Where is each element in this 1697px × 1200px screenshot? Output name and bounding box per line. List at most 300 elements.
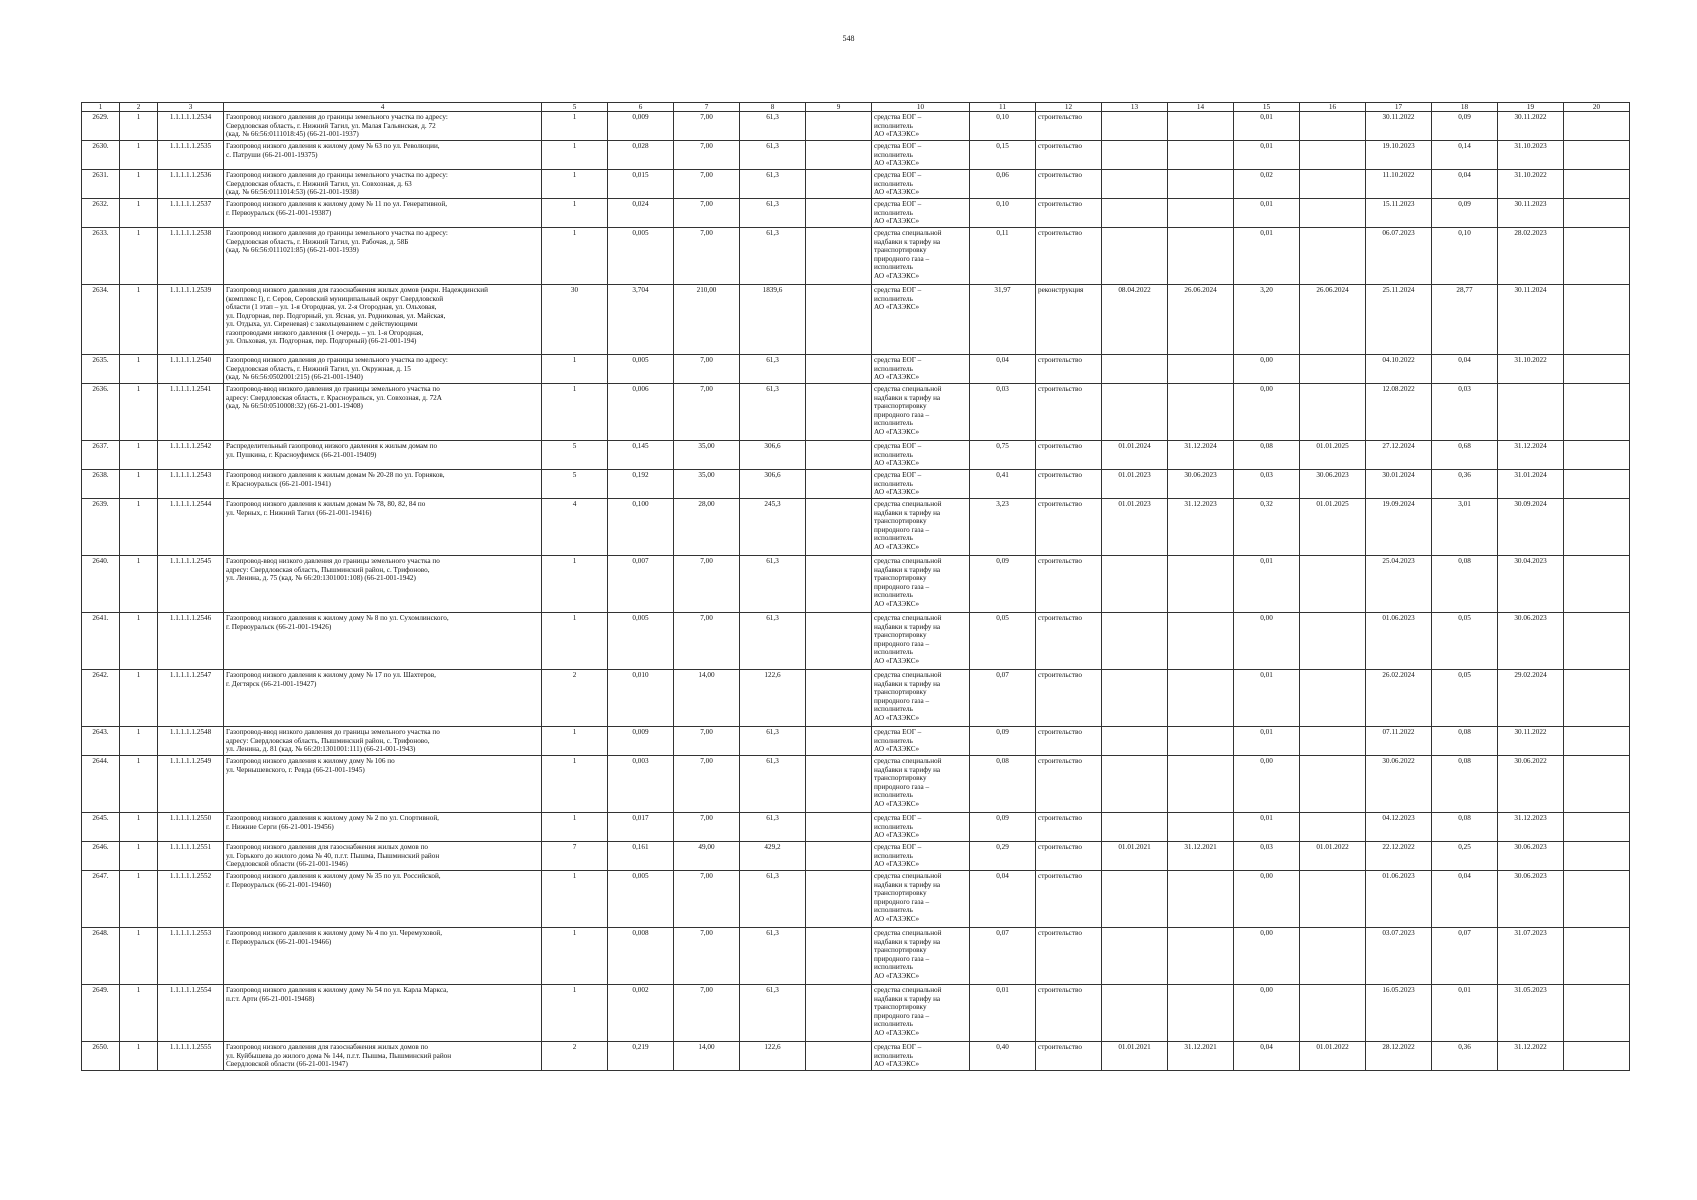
column-5: 1 bbox=[542, 112, 608, 141]
column-9 bbox=[806, 670, 872, 727]
column-2: 1 bbox=[120, 928, 158, 985]
start-date bbox=[1102, 813, 1168, 842]
commission-date: 06.07.2023 bbox=[1366, 228, 1432, 285]
completion-date: 29.02.2024 bbox=[1498, 670, 1564, 727]
column-20 bbox=[1564, 842, 1630, 871]
row-number: 2637. bbox=[82, 441, 120, 470]
commission-date: 16.05.2023 bbox=[1366, 985, 1432, 1042]
object-code: 1.1.1.1.1.2534 bbox=[158, 112, 224, 141]
column-16 bbox=[1300, 756, 1366, 813]
column-5: 30 bbox=[542, 285, 608, 355]
financing-source: средства ЕОГ – исполнитель АО «ГАЗЭКС» bbox=[872, 199, 970, 228]
column-20 bbox=[1564, 285, 1630, 355]
column-15: 0,03 bbox=[1234, 470, 1300, 499]
row-number: 2650. bbox=[82, 1042, 120, 1071]
column-5: 1 bbox=[542, 355, 608, 384]
column-2: 1 bbox=[120, 441, 158, 470]
column-11: 0,07 bbox=[970, 928, 1036, 985]
object-description: Газопровод низкого давления до границы земельного участка по адресу: Свердловская область, г. Нижний Тагил, ул. Рабочая, д. 58Б (кад. № 66:56:0111021:85) (66-21-001-1939) bbox=[224, 228, 542, 285]
object-code: 1.1.1.1.1.2553 bbox=[158, 928, 224, 985]
end-date bbox=[1168, 871, 1234, 928]
column-2: 1 bbox=[120, 141, 158, 170]
column-15: 0,00 bbox=[1234, 985, 1300, 1042]
column-7: 28,00 bbox=[674, 499, 740, 556]
commission-date: 25.11.2024 bbox=[1366, 285, 1432, 355]
completion-date: 31.07.2023 bbox=[1498, 928, 1564, 985]
table-row bbox=[82, 928, 1630, 985]
column-2: 1 bbox=[120, 228, 158, 285]
column-number-11: 11 bbox=[970, 103, 1036, 112]
column-20 bbox=[1564, 756, 1630, 813]
row-number: 2641. bbox=[82, 613, 120, 670]
column-11: 0,29 bbox=[970, 842, 1036, 871]
start-date bbox=[1102, 355, 1168, 384]
column-11: 0,04 bbox=[970, 871, 1036, 928]
column-5: 7 bbox=[542, 842, 608, 871]
object-code: 1.1.1.1.1.2544 bbox=[158, 499, 224, 556]
column-9 bbox=[806, 170, 872, 199]
end-date bbox=[1168, 199, 1234, 228]
financing-source: средства специальной надбавки к тарифу на транспортировку природного газа – исполнитель АО «ГАЗЭКС» bbox=[872, 384, 970, 441]
column-2: 1 bbox=[120, 871, 158, 928]
column-18: 0,10 bbox=[1432, 228, 1498, 285]
column-7: 35,00 bbox=[674, 470, 740, 499]
financing-source: средства специальной надбавки к тарифу на транспортировку природного газа – исполнитель АО «ГАЗЭКС» bbox=[872, 228, 970, 285]
column-15: 0,00 bbox=[1234, 928, 1300, 985]
commission-date: 30.06.2022 bbox=[1366, 756, 1432, 813]
column-7: 7,00 bbox=[674, 727, 740, 756]
start-date bbox=[1102, 384, 1168, 441]
table-row bbox=[82, 727, 1630, 756]
column-5: 5 bbox=[542, 470, 608, 499]
column-9 bbox=[806, 355, 872, 384]
column-20 bbox=[1564, 670, 1630, 727]
object-code: 1.1.1.1.1.2554 bbox=[158, 985, 224, 1042]
column-2: 1 bbox=[120, 170, 158, 199]
column-2: 1 bbox=[120, 499, 158, 556]
column-number-15: 15 bbox=[1234, 103, 1300, 112]
work-type: строительство bbox=[1036, 441, 1102, 470]
table-row bbox=[82, 556, 1630, 613]
column-15: 0,01 bbox=[1234, 670, 1300, 727]
column-11: 0,40 bbox=[970, 1042, 1036, 1071]
column-number-2: 2 bbox=[120, 103, 158, 112]
column-9 bbox=[806, 727, 872, 756]
column-2: 1 bbox=[120, 670, 158, 727]
column-16 bbox=[1300, 813, 1366, 842]
column-15: 0,01 bbox=[1234, 556, 1300, 613]
column-6: 0,010 bbox=[608, 670, 674, 727]
column-7: 7,00 bbox=[674, 170, 740, 199]
column-7: 210,00 bbox=[674, 285, 740, 355]
column-18: 3,01 bbox=[1432, 499, 1498, 556]
table-row bbox=[82, 285, 1630, 355]
commission-date: 01.06.2023 bbox=[1366, 871, 1432, 928]
column-9 bbox=[806, 556, 872, 613]
column-number-7: 7 bbox=[674, 103, 740, 112]
row-number: 2639. bbox=[82, 499, 120, 556]
column-8: 61,3 bbox=[740, 727, 806, 756]
end-date bbox=[1168, 556, 1234, 613]
completion-date: 31.12.2023 bbox=[1498, 813, 1564, 842]
column-6: 0,100 bbox=[608, 499, 674, 556]
column-7: 14,00 bbox=[674, 1042, 740, 1071]
completion-date: 30.06.2023 bbox=[1498, 842, 1564, 871]
object-description: Газопровод низкого давления к жилому дому № 8 по ул. Сухомлинского, г. Первоуральск (66-21-001-19426) bbox=[224, 613, 542, 670]
column-5: 2 bbox=[542, 1042, 608, 1071]
start-date: 01.01.2023 bbox=[1102, 499, 1168, 556]
object-description: Газопровод низкого давления к жилым домам № 20-28 по ул. Горняков, г. Красноуральск (66-21-001-1941) bbox=[224, 470, 542, 499]
table-row bbox=[82, 756, 1630, 813]
start-date bbox=[1102, 756, 1168, 813]
column-20 bbox=[1564, 985, 1630, 1042]
column-15: 0,04 bbox=[1234, 1042, 1300, 1071]
table-row bbox=[82, 842, 1630, 871]
column-number-16: 16 bbox=[1300, 103, 1366, 112]
column-16 bbox=[1300, 170, 1366, 199]
column-15: 0,01 bbox=[1234, 228, 1300, 285]
start-date: 08.04.2022 bbox=[1102, 285, 1168, 355]
column-8: 306,6 bbox=[740, 441, 806, 470]
column-6: 0,005 bbox=[608, 871, 674, 928]
column-18: 0,01 bbox=[1432, 985, 1498, 1042]
column-20 bbox=[1564, 499, 1630, 556]
column-6: 0,219 bbox=[608, 1042, 674, 1071]
work-type: строительство bbox=[1036, 871, 1102, 928]
column-2: 1 bbox=[120, 384, 158, 441]
financing-source: средства ЕОГ – исполнитель АО «ГАЗЭКС» bbox=[872, 170, 970, 199]
column-7: 7,00 bbox=[674, 384, 740, 441]
end-date bbox=[1168, 384, 1234, 441]
end-date: 30.06.2023 bbox=[1168, 470, 1234, 499]
column-7: 7,00 bbox=[674, 141, 740, 170]
column-9 bbox=[806, 112, 872, 141]
work-type: строительство bbox=[1036, 384, 1102, 441]
column-20 bbox=[1564, 470, 1630, 499]
table-row bbox=[82, 871, 1630, 928]
column-15: 0,03 bbox=[1234, 842, 1300, 871]
column-20 bbox=[1564, 613, 1630, 670]
column-6: 0,008 bbox=[608, 928, 674, 985]
column-11: 0,09 bbox=[970, 556, 1036, 613]
column-9 bbox=[806, 470, 872, 499]
column-20 bbox=[1564, 199, 1630, 228]
column-9 bbox=[806, 441, 872, 470]
row-number: 2642. bbox=[82, 670, 120, 727]
column-18: 0,08 bbox=[1432, 813, 1498, 842]
completion-date: 31.10.2022 bbox=[1498, 355, 1564, 384]
column-number-5: 5 bbox=[542, 103, 608, 112]
object-description: Газопровод низкого давления к жилым домам № 78, 80, 82, 84 по ул. Черных, г. Нижний Тагил (66-21-001-19416) bbox=[224, 499, 542, 556]
column-15: 0,00 bbox=[1234, 756, 1300, 813]
object-code: 1.1.1.1.1.2555 bbox=[158, 1042, 224, 1071]
column-11: 0,10 bbox=[970, 112, 1036, 141]
financing-source: средства специальной надбавки к тарифу на транспортировку природного газа – исполнитель АО «ГАЗЭКС» bbox=[872, 670, 970, 727]
column-5: 5 bbox=[542, 441, 608, 470]
row-number: 2640. bbox=[82, 556, 120, 613]
column-6: 0,005 bbox=[608, 228, 674, 285]
start-date bbox=[1102, 670, 1168, 727]
completion-date: 30.11.2022 bbox=[1498, 727, 1564, 756]
row-number: 2631. bbox=[82, 170, 120, 199]
column-11: 0,08 bbox=[970, 756, 1036, 813]
table-row bbox=[82, 228, 1630, 285]
object-description: Газопровод низкого давления к жилому дому № 54 по ул. Карла Маркса, п.г.т. Арти (66-21-001-19468) bbox=[224, 985, 542, 1042]
column-9 bbox=[806, 1042, 872, 1071]
row-number: 2635. bbox=[82, 355, 120, 384]
financing-source: средства специальной надбавки к тарифу на транспортировку природного газа – исполнитель АО «ГАЗЭКС» bbox=[872, 556, 970, 613]
column-9 bbox=[806, 384, 872, 441]
column-16: 30.06.2023 bbox=[1300, 470, 1366, 499]
end-date bbox=[1168, 670, 1234, 727]
table-row bbox=[82, 1042, 1630, 1071]
object-code: 1.1.1.1.1.2543 bbox=[158, 470, 224, 499]
column-6: 0,015 bbox=[608, 170, 674, 199]
object-description: Газопровод низкого давления к жилому дому № 11 по ул. Генеративной, г. Первоуральск (66-21-001-19387) bbox=[224, 199, 542, 228]
object-code: 1.1.1.1.1.2536 bbox=[158, 170, 224, 199]
column-11: 0,04 bbox=[970, 355, 1036, 384]
financing-source: средства ЕОГ – исполнитель АО «ГАЗЭКС» bbox=[872, 1042, 970, 1071]
commission-date: 22.12.2022 bbox=[1366, 842, 1432, 871]
column-number-3: 3 bbox=[158, 103, 224, 112]
object-code: 1.1.1.1.1.2549 bbox=[158, 756, 224, 813]
column-2: 1 bbox=[120, 985, 158, 1042]
column-8: 245,3 bbox=[740, 499, 806, 556]
column-18: 0,04 bbox=[1432, 355, 1498, 384]
financing-source: средства специальной надбавки к тарифу на транспортировку природного газа – исполнитель АО «ГАЗЭКС» bbox=[872, 985, 970, 1042]
object-code: 1.1.1.1.1.2539 bbox=[158, 285, 224, 355]
column-9 bbox=[806, 141, 872, 170]
object-description: Газопровод низкого давления к жилому дому № 63 по ул. Революции, с. Патруши (66-21-001-19375) bbox=[224, 141, 542, 170]
column-18: 0,14 bbox=[1432, 141, 1498, 170]
commission-date: 01.06.2023 bbox=[1366, 613, 1432, 670]
column-9 bbox=[806, 871, 872, 928]
object-code: 1.1.1.1.1.2550 bbox=[158, 813, 224, 842]
commission-date: 30.11.2022 bbox=[1366, 112, 1432, 141]
end-date: 31.12.2023 bbox=[1168, 499, 1234, 556]
table-row bbox=[82, 141, 1630, 170]
column-8: 429,2 bbox=[740, 842, 806, 871]
financing-source: средства ЕОГ – исполнитель АО «ГАЗЭКС» bbox=[872, 842, 970, 871]
object-code: 1.1.1.1.1.2548 bbox=[158, 727, 224, 756]
column-11: 0,41 bbox=[970, 470, 1036, 499]
commission-date: 15.11.2023 bbox=[1366, 199, 1432, 228]
start-date bbox=[1102, 112, 1168, 141]
completion-date: 31.10.2023 bbox=[1498, 141, 1564, 170]
column-18: 0,09 bbox=[1432, 199, 1498, 228]
start-date bbox=[1102, 228, 1168, 285]
work-type: строительство bbox=[1036, 499, 1102, 556]
start-date: 01.01.2023 bbox=[1102, 470, 1168, 499]
column-20 bbox=[1564, 556, 1630, 613]
column-16: 01.01.2022 bbox=[1300, 1042, 1366, 1071]
column-18: 0,25 bbox=[1432, 842, 1498, 871]
column-6: 0,161 bbox=[608, 842, 674, 871]
start-date bbox=[1102, 556, 1168, 613]
work-type: строительство bbox=[1036, 470, 1102, 499]
column-2: 1 bbox=[120, 756, 158, 813]
column-5: 1 bbox=[542, 384, 608, 441]
commission-date: 30.01.2024 bbox=[1366, 470, 1432, 499]
object-code: 1.1.1.1.1.2541 bbox=[158, 384, 224, 441]
object-description: Газопровод низкого давления к жилому дому № 2 по ул. Спортивной, г. Нижние Серги (66-21-001-19456) bbox=[224, 813, 542, 842]
column-6: 0,028 bbox=[608, 141, 674, 170]
table-row bbox=[82, 985, 1630, 1042]
column-6: 0,006 bbox=[608, 384, 674, 441]
column-6: 0,017 bbox=[608, 813, 674, 842]
column-7: 35,00 bbox=[674, 441, 740, 470]
column-18: 0,08 bbox=[1432, 727, 1498, 756]
column-6: 0,005 bbox=[608, 355, 674, 384]
object-description: Газопровод низкого давления до границы земельного участка по адресу: Свердловская область, г. Нижний Тагил, ул. Совхозная, д. 63 (кад. № 66:56:0111014:53) (66-21-001-1938) bbox=[224, 170, 542, 199]
start-date bbox=[1102, 727, 1168, 756]
column-18: 0,04 bbox=[1432, 170, 1498, 199]
column-16 bbox=[1300, 112, 1366, 141]
column-11: 0,75 bbox=[970, 441, 1036, 470]
column-7: 7,00 bbox=[674, 985, 740, 1042]
column-number-4: 4 bbox=[224, 103, 542, 112]
column-16: 01.01.2025 bbox=[1300, 499, 1366, 556]
column-number-6: 6 bbox=[608, 103, 674, 112]
financing-source: средства ЕОГ – исполнитель АО «ГАЗЭКС» bbox=[872, 141, 970, 170]
financing-source: средства ЕОГ – исполнитель АО «ГАЗЭКС» bbox=[872, 727, 970, 756]
start-date bbox=[1102, 928, 1168, 985]
column-5: 1 bbox=[542, 813, 608, 842]
table-row bbox=[82, 170, 1630, 199]
completion-date: 28.02.2023 bbox=[1498, 228, 1564, 285]
object-code: 1.1.1.1.1.2546 bbox=[158, 613, 224, 670]
completion-date: 31.05.2023 bbox=[1498, 985, 1564, 1042]
end-date: 26.06.2024 bbox=[1168, 285, 1234, 355]
column-9 bbox=[806, 285, 872, 355]
column-18: 0,08 bbox=[1432, 556, 1498, 613]
column-18: 0,03 bbox=[1432, 384, 1498, 441]
column-number-17: 17 bbox=[1366, 103, 1432, 112]
column-15: 0,01 bbox=[1234, 112, 1300, 141]
column-9 bbox=[806, 228, 872, 285]
column-20 bbox=[1564, 384, 1630, 441]
column-9 bbox=[806, 813, 872, 842]
financing-source: средства специальной надбавки к тарифу на транспортировку природного газа – исполнитель АО «ГАЗЭКС» bbox=[872, 928, 970, 985]
object-code: 1.1.1.1.1.2542 bbox=[158, 441, 224, 470]
column-6: 0,007 bbox=[608, 556, 674, 613]
column-number-19: 19 bbox=[1498, 103, 1564, 112]
row-number: 2649. bbox=[82, 985, 120, 1042]
column-2: 1 bbox=[120, 285, 158, 355]
column-7: 7,00 bbox=[674, 813, 740, 842]
column-16 bbox=[1300, 141, 1366, 170]
column-number-12: 12 bbox=[1036, 103, 1102, 112]
column-8: 61,3 bbox=[740, 170, 806, 199]
column-number-14: 14 bbox=[1168, 103, 1234, 112]
completion-date: 30.04.2023 bbox=[1498, 556, 1564, 613]
column-20 bbox=[1564, 441, 1630, 470]
object-code: 1.1.1.1.1.2547 bbox=[158, 670, 224, 727]
column-18: 0,36 bbox=[1432, 1042, 1498, 1071]
column-8: 61,3 bbox=[740, 613, 806, 670]
column-16 bbox=[1300, 355, 1366, 384]
work-type: строительство bbox=[1036, 985, 1102, 1042]
object-code: 1.1.1.1.1.2540 bbox=[158, 355, 224, 384]
column-16 bbox=[1300, 199, 1366, 228]
column-15: 0,00 bbox=[1234, 355, 1300, 384]
end-date bbox=[1168, 170, 1234, 199]
column-20 bbox=[1564, 928, 1630, 985]
completion-date: 31.12.2024 bbox=[1498, 441, 1564, 470]
completion-date bbox=[1498, 384, 1564, 441]
table-row bbox=[82, 199, 1630, 228]
column-18: 0,04 bbox=[1432, 871, 1498, 928]
column-16 bbox=[1300, 613, 1366, 670]
column-18: 0,08 bbox=[1432, 756, 1498, 813]
column-20 bbox=[1564, 1042, 1630, 1071]
commission-date: 04.12.2023 bbox=[1366, 813, 1432, 842]
column-number-1: 1 bbox=[82, 103, 120, 112]
object-description: Газопровод-ввод низкого давления до границы земельного участка по адресу: Свердловская область, г. Красноуральск, ул. Совхозная, д. 72А (кад. № 66:50:0510008:32) (66-21-001-19408) bbox=[224, 384, 542, 441]
object-description: Распределительный газопровод низкого давления к жилым домам по ул. Пушкина, г. Красноуфимск (66-21-001-19409) bbox=[224, 441, 542, 470]
object-description: Газопровод низкого давления для газоснабжения жилых домов (мкрн. Надеждинский (комплекс I), г. Серов, Серовский муниципальный округ Свердловской области (1 этап – ул. 1-я Огородная, ул. 2-я Огородная, ул. Ольховая, ул. Подгорная, пер. Подгорный, ул. Ясная, ул. Родниковая, ул. Майская, ул. Отдыха, ул. Сиреневая) с закольцеванием с действующими газопроводами низкого давления (1 очередь – ул. 1-я Огородная, ул. Ольховая, ул. Подгорная, пер. Подгорный) (66-21-001-194) bbox=[224, 285, 542, 355]
table-row bbox=[82, 613, 1630, 670]
column-7: 7,00 bbox=[674, 199, 740, 228]
column-2: 1 bbox=[120, 556, 158, 613]
end-date bbox=[1168, 985, 1234, 1042]
start-date bbox=[1102, 141, 1168, 170]
column-8: 61,3 bbox=[740, 813, 806, 842]
work-type: реконструкция bbox=[1036, 285, 1102, 355]
work-type: строительство bbox=[1036, 556, 1102, 613]
end-date bbox=[1168, 813, 1234, 842]
column-2: 1 bbox=[120, 1042, 158, 1071]
column-7: 7,00 bbox=[674, 355, 740, 384]
column-7: 7,00 bbox=[674, 871, 740, 928]
column-15: 0,01 bbox=[1234, 727, 1300, 756]
commission-date: 03.07.2023 bbox=[1366, 928, 1432, 985]
completion-date: 31.12.2022 bbox=[1498, 1042, 1564, 1071]
column-16 bbox=[1300, 556, 1366, 613]
end-date: 31.12.2024 bbox=[1168, 441, 1234, 470]
column-11: 0,10 bbox=[970, 199, 1036, 228]
financing-source: средства специальной надбавки к тарифу на транспортировку природного газа – исполнитель АО «ГАЗЭКС» bbox=[872, 613, 970, 670]
end-date: 31.12.2021 bbox=[1168, 842, 1234, 871]
column-18: 28,77 bbox=[1432, 285, 1498, 355]
financing-source: средства ЕОГ – исполнитель АО «ГАЗЭКС» bbox=[872, 813, 970, 842]
column-8: 61,3 bbox=[740, 112, 806, 141]
work-type: строительство bbox=[1036, 355, 1102, 384]
column-15: 0,01 bbox=[1234, 141, 1300, 170]
column-16 bbox=[1300, 985, 1366, 1042]
commission-date: 28.12.2022 bbox=[1366, 1042, 1432, 1071]
start-date: 01.01.2021 bbox=[1102, 842, 1168, 871]
column-15: 0,08 bbox=[1234, 441, 1300, 470]
commission-date: 11.10.2022 bbox=[1366, 170, 1432, 199]
row-number: 2632. bbox=[82, 199, 120, 228]
start-date: 01.01.2024 bbox=[1102, 441, 1168, 470]
row-number: 2648. bbox=[82, 928, 120, 985]
column-6: 0,009 bbox=[608, 727, 674, 756]
object-description: Газопровод низкого давления к жилому дому № 35 по ул. Российской, г. Первоуральск (66-21-001-19460) bbox=[224, 871, 542, 928]
column-8: 61,3 bbox=[740, 928, 806, 985]
column-16 bbox=[1300, 670, 1366, 727]
row-number: 2633. bbox=[82, 228, 120, 285]
financing-source: средства специальной надбавки к тарифу на транспортировку природного газа – исполнитель АО «ГАЗЭКС» bbox=[872, 871, 970, 928]
column-2: 1 bbox=[120, 813, 158, 842]
column-number-20: 20 bbox=[1564, 103, 1630, 112]
object-description: Газопровод низкого давления к жилому дому № 4 по ул. Черемуховой, г. Первоуральск (66-21-001-19466) bbox=[224, 928, 542, 985]
table-row bbox=[82, 355, 1630, 384]
column-8: 61,3 bbox=[740, 871, 806, 928]
object-description: Газопровод низкого давления до границы земельного участка по адресу: Свердловская область, г. Нижний Тагил, ул. Окружная, д. 15 (кад. № 66:56:0502001:215) (66-21-001-1940) bbox=[224, 355, 542, 384]
completion-date: 31.01.2024 bbox=[1498, 470, 1564, 499]
